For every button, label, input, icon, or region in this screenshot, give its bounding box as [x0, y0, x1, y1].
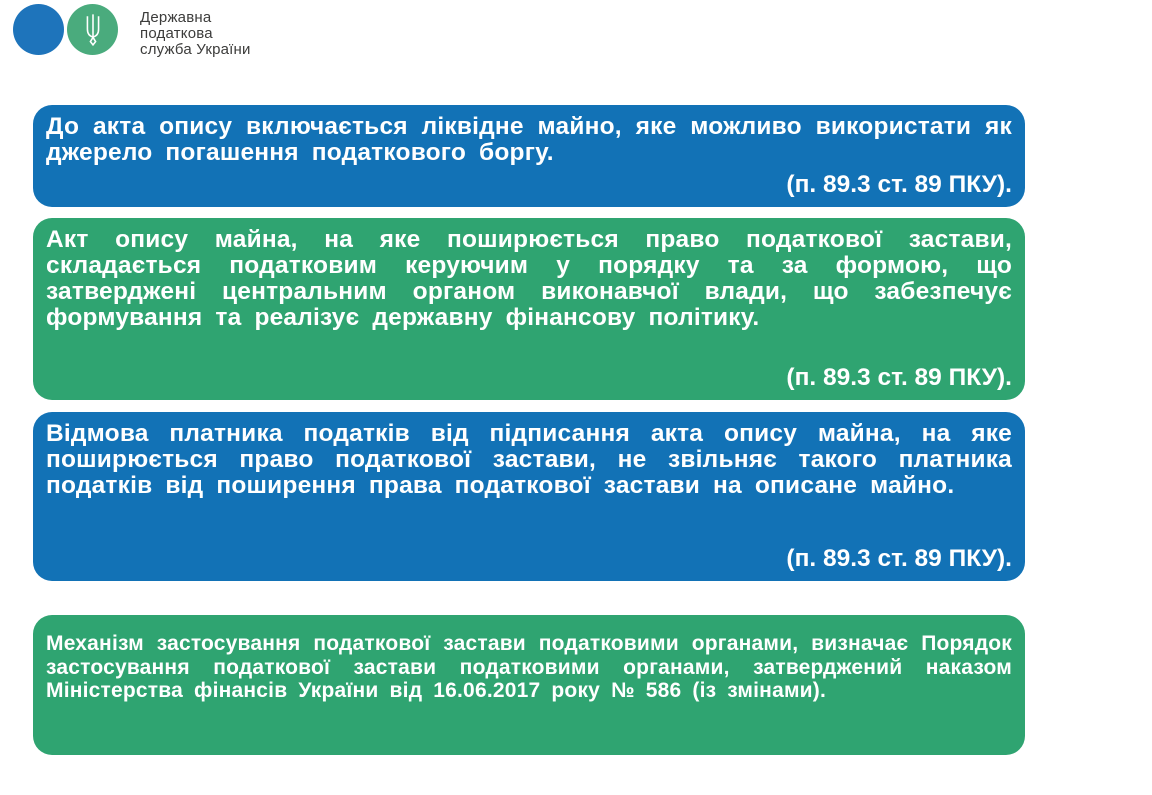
logo-blue-circle: [13, 4, 64, 55]
logo-green-circle: [67, 4, 118, 55]
statement-box-4: [33, 615, 1025, 755]
org-name-line: Державна: [140, 9, 212, 26]
statement-citation: (п. 89.3 ст. 89 ПКУ).: [786, 545, 1012, 572]
statement-citation: (п. 89.3 ст. 89 ПКУ).: [786, 364, 1012, 391]
statement-text: Акт опису майна, на яке поширюється право податкової застави, складається податковим керуючим у порядку та за формою, що затверджені центральним органом виконавчої влади, що забезпечує формування та реалізує державну фінансову політику.: [46, 226, 1012, 331]
org-name: [140, 10, 251, 58]
org-name-line: служба України: [140, 41, 251, 58]
statement-text: Відмова платника податків від підписання акта опису майна, на яке поширюється право податкової застави, не звільняє такого платника податків від поширення права податкової застави на описане майно.: [46, 420, 1012, 499]
statement-box-1: [33, 105, 1025, 207]
statement-box-3: [33, 412, 1025, 581]
statement-text: Механізм застосування податкової застави податковими органами, визначає Порядок застосування податкової застави податковими органами, затверджений наказом Міністерства фінансів України від 16.06.2017 року № 586 (із змінами).: [46, 632, 1012, 702]
org-name-line: податкова: [140, 25, 213, 42]
statement-citation: (п. 89.3 ст. 89 ПКУ).: [786, 171, 1012, 198]
statement-text: До акта опису включається ліквідне майно, яке можливо використати як джерело погашення податкового боргу.: [46, 113, 1012, 166]
trident-icon: [80, 13, 106, 47]
statement-box-2: [33, 218, 1025, 400]
